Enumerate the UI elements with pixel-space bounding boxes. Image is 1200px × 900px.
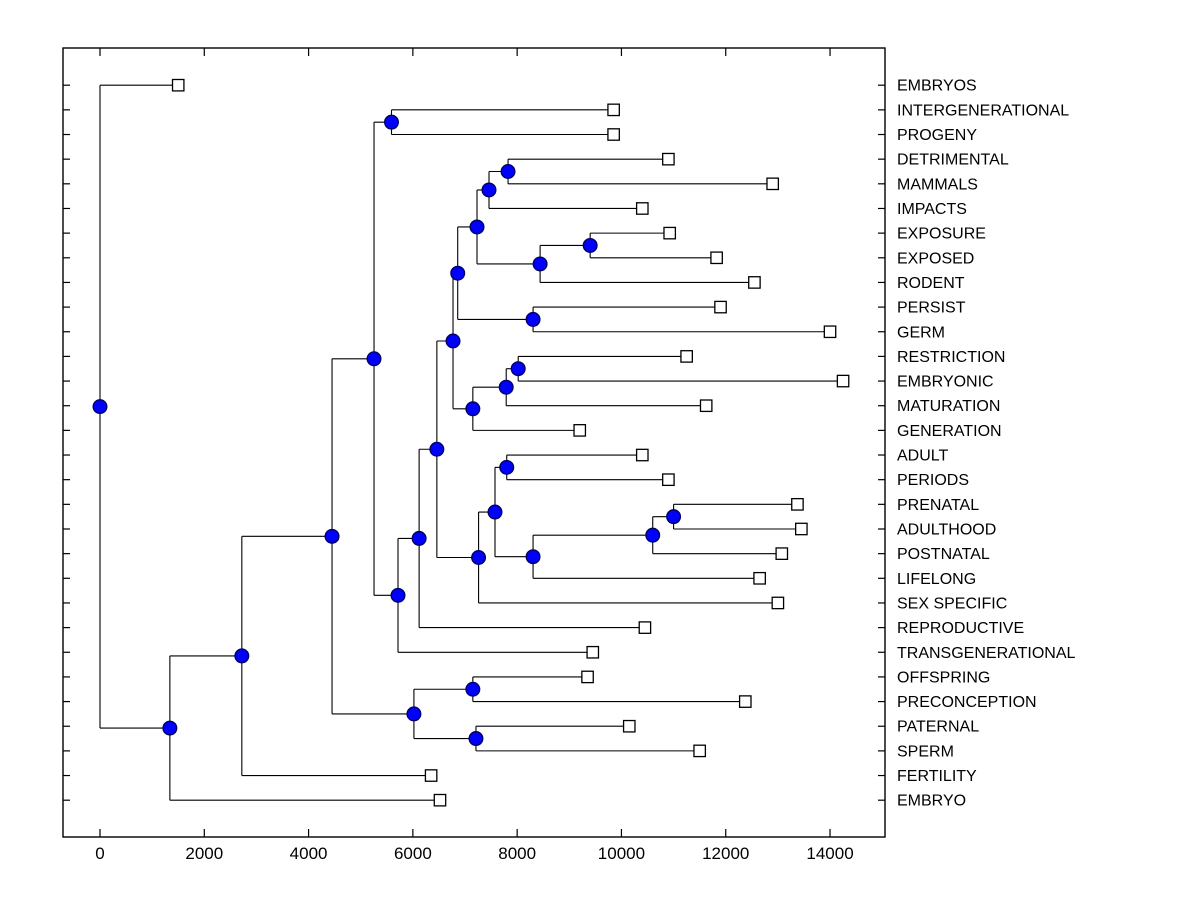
x-tick-label: 8000 bbox=[498, 844, 537, 863]
leaf-tip-marker bbox=[767, 178, 778, 189]
leaf-label: EMBRYONIC bbox=[897, 373, 994, 391]
cluster-node-marker bbox=[472, 551, 486, 565]
leaf-label: IMPACTS bbox=[897, 200, 967, 218]
cluster-node-marker bbox=[446, 334, 460, 348]
leaf-tip-marker bbox=[681, 351, 692, 362]
cluster-node-marker bbox=[526, 550, 540, 564]
leaf-tip-marker bbox=[574, 425, 585, 436]
cluster-node-marker bbox=[583, 239, 597, 253]
cluster-node-marker bbox=[451, 266, 465, 280]
cluster-node-marker bbox=[533, 257, 547, 271]
leaf-tip-marker bbox=[749, 277, 760, 288]
leaf-tip-marker bbox=[608, 129, 619, 140]
cluster-node-marker bbox=[482, 183, 496, 197]
leaf-tip-marker bbox=[434, 794, 445, 805]
leaf-tip-marker bbox=[694, 745, 705, 756]
leaf-label: INTERGENERATIONAL bbox=[897, 102, 1070, 120]
leaf-label: PROGENY bbox=[897, 127, 978, 145]
leaf-tip-marker bbox=[715, 301, 726, 312]
cluster-node-marker bbox=[325, 530, 339, 544]
leaf-tip-marker bbox=[173, 80, 184, 91]
cluster-node-marker bbox=[430, 442, 444, 456]
leaf-label: SPERM bbox=[897, 743, 954, 761]
cluster-node-marker bbox=[646, 528, 660, 542]
leaf-tip-marker bbox=[637, 203, 648, 214]
leaf-label: LIFELONG bbox=[897, 570, 977, 588]
leaf-tip-marker bbox=[700, 400, 711, 411]
leaf-tip-marker bbox=[754, 573, 765, 584]
leaf-tip-marker bbox=[608, 104, 619, 115]
cluster-node-marker bbox=[407, 707, 421, 721]
leaf-tip-marker bbox=[425, 770, 436, 781]
x-tick-label: 4000 bbox=[289, 844, 328, 863]
plot-frame bbox=[63, 48, 885, 837]
leaf-tip-marker bbox=[664, 227, 675, 238]
leaf-label: PATERNAL bbox=[897, 718, 980, 736]
x-tick-label: 12000 bbox=[702, 844, 750, 863]
leaf-tip-marker bbox=[663, 153, 674, 164]
cluster-node-marker bbox=[499, 380, 513, 394]
leaf-tip-marker bbox=[824, 326, 835, 337]
leaf-label: EMBRYO bbox=[897, 792, 967, 810]
cluster-node-marker bbox=[367, 352, 381, 366]
leaf-label: FERTILITY bbox=[897, 768, 977, 786]
x-tick-label: 14000 bbox=[806, 844, 854, 863]
leaf-tip-marker bbox=[711, 252, 722, 263]
leaf-tip-marker bbox=[587, 647, 598, 658]
cluster-node-marker bbox=[391, 589, 405, 603]
leaf-tip-marker bbox=[624, 721, 635, 732]
leaf-label: MATURATION bbox=[897, 398, 1001, 416]
leaf-tip-marker bbox=[772, 597, 783, 608]
leaf-tip-marker bbox=[776, 548, 787, 559]
leaf-label: GENERATION bbox=[897, 422, 1002, 440]
cluster-node-marker bbox=[470, 220, 484, 234]
x-tick-label: 6000 bbox=[393, 844, 432, 863]
leaf-tip-marker bbox=[792, 499, 803, 510]
leaf-label: PRECONCEPTION bbox=[897, 694, 1037, 712]
leaf-label: PRENATAL bbox=[897, 496, 980, 514]
cluster-node-marker bbox=[466, 682, 480, 696]
x-tick-label: 0 bbox=[95, 844, 105, 863]
leaf-tip-marker bbox=[663, 474, 674, 485]
cluster-node-marker bbox=[466, 402, 480, 416]
leaf-label: RESTRICTION bbox=[897, 348, 1006, 366]
leaf-label: REPRODUCTIVE bbox=[897, 620, 1025, 638]
x-tick-label: 10000 bbox=[597, 844, 646, 863]
leaf-label: EXPOSURE bbox=[897, 225, 986, 243]
leaf-label: RODENT bbox=[897, 274, 965, 292]
cluster-node-marker bbox=[235, 649, 249, 663]
leaf-label: SEX SPECIFIC bbox=[897, 595, 1008, 613]
cluster-node-marker bbox=[469, 732, 483, 746]
leaf-label: EXPOSED bbox=[897, 250, 975, 268]
x-tick-label: 2000 bbox=[185, 844, 224, 863]
cluster-node-marker bbox=[93, 400, 107, 414]
leaf-label: OFFSPRING bbox=[897, 669, 991, 687]
leaf-tip-marker bbox=[582, 671, 593, 682]
leaf-label: MAMMALS bbox=[897, 176, 978, 194]
cluster-node-marker bbox=[526, 313, 540, 327]
leaf-label: TRANSGENERATIONAL bbox=[897, 644, 1076, 662]
leaf-label: POSTNATAL bbox=[897, 546, 990, 564]
leaf-label: ADULT bbox=[897, 447, 949, 465]
leaf-tip-marker bbox=[837, 375, 848, 386]
cluster-node-marker bbox=[412, 532, 426, 546]
cluster-node-marker bbox=[385, 115, 399, 129]
leaf-label: EMBRYOS bbox=[897, 77, 977, 95]
cluster-node-marker bbox=[667, 510, 681, 524]
cluster-node-marker bbox=[163, 721, 177, 735]
leaf-label: PERSIST bbox=[897, 299, 966, 317]
leaf-tip-marker bbox=[639, 622, 650, 633]
cluster-node-marker bbox=[500, 461, 514, 475]
leaf-tip-marker bbox=[740, 696, 751, 707]
cluster-node-marker bbox=[511, 362, 525, 376]
leaf-label: PERIODS bbox=[897, 472, 970, 490]
leaf-tip-marker bbox=[637, 449, 648, 460]
leaf-label: DETRIMENTAL bbox=[897, 151, 1009, 169]
cluster-node-marker bbox=[501, 165, 515, 179]
leaf-label: ADULTHOOD bbox=[897, 521, 997, 539]
cluster-node-marker bbox=[488, 505, 502, 519]
leaf-tip-marker bbox=[796, 523, 807, 534]
leaf-label: GERM bbox=[897, 324, 945, 342]
